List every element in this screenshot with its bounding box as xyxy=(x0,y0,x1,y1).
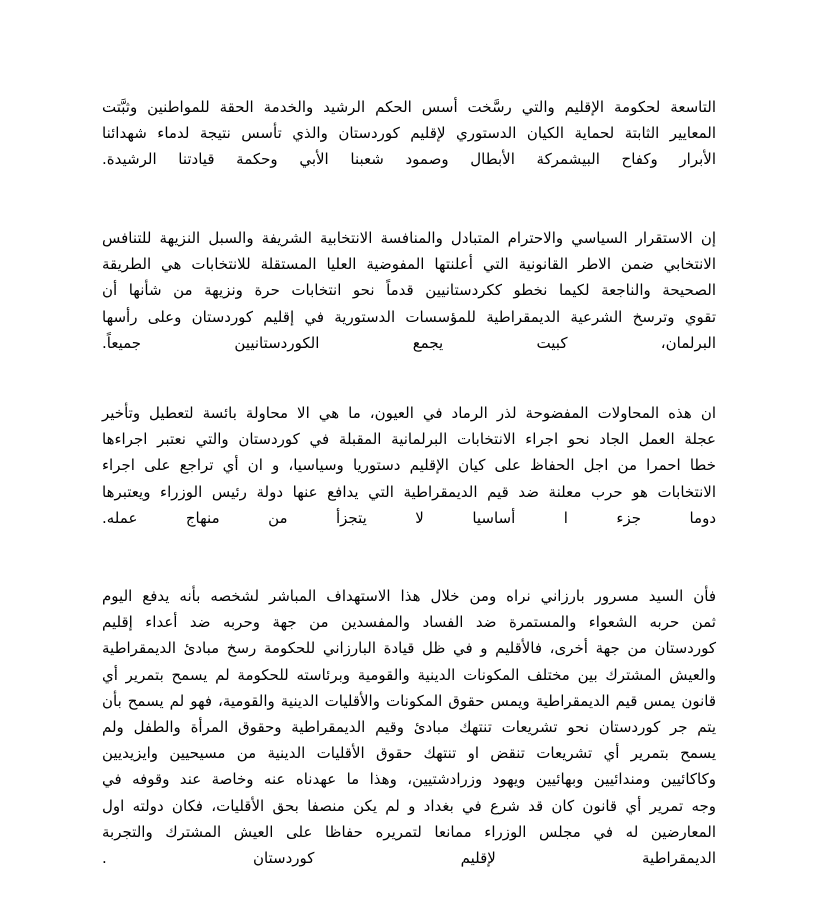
paragraph-line: يسمح بتمرير أي تشريعات تنقض او تنتهك حقوق الأقليات الدينية من مسيحيين وايزيديين xyxy=(102,744,716,763)
paragraph-line: قانون يمس قيم الديمقراطية ويمس حقوق المكونات والأقليات الدينية والقومية، فهو لم يسمح بأن xyxy=(102,691,716,710)
paragraph-line: والعيش المشترك بين مختلف المكونات الدينية والقومية وبرئاسته للحكومة لم يسمح بتمرير أي xyxy=(102,665,716,684)
paragraph-line: خطا احمرا من اجل الحفاظ على كيان الإقليم دستوريا وسياسيا، و ان أي تراجع على اجراء xyxy=(102,456,716,475)
paragraph-line: ثمن حربه الشعواء والمستمرة ضد الفساد والمفسدين من جهة وحربه ضد أعداء إقليم xyxy=(102,613,716,632)
paragraph-line: الانتخابي ضمن الاطر القانونية التي أعلنتها المفوضية العليا المستقلة للانتخابات هي الطريقة xyxy=(102,255,716,274)
paragraph-line: إن الاستقرار السياسي والاحترام المتبادل والمنافسة الانتخابية الشريفة والسبل النزيهة للتنافس xyxy=(102,229,716,247)
paragraph-line: كوردستان من جهة أخرى، فالأقليم و في ظل قيادة البارزاني للحكومة رسخ مبادئ الديمقراطية xyxy=(102,639,716,658)
paragraph-1 xyxy=(102,94,716,173)
paragraph-line: البرلمان، كبيت يجمع الكوردستانيين جميعاً. xyxy=(102,333,716,352)
paragraph-line: ان هذه المحاولات المفضوحة لذر الرماد في العيون، ما هي الا محاولة بائسة لتعطيل وتأخير xyxy=(102,404,716,422)
paragraph-line: وكاكائيين ومندائيين وبهائيين ويهود وزرادشتيين، وهذا ما عهدناه عنه وخاصة عند وقوفه في xyxy=(102,770,716,789)
paragraph-line: المعارضين له في مجلس الوزراء ممانعا لتمريره حفاظا على العيش المشترك والتجربة xyxy=(102,822,716,841)
paragraph-line: التاسعة لحكومة الإقليم والتي رسَّخت أسس الحكم الرشيد والخدمة الحقة للمواطنين وثبَّتت xyxy=(102,98,716,116)
paragraph-line: الصحيحة والناجعة لكيما نخطو ككردستانيين قدماً نحو انتخابات حرة ونزيهة من شأنها أن xyxy=(102,281,716,300)
paragraph-line: يتم جر كوردستان نحو تشريعات تنتهك مبادئ وقيم الديمقراطية وحقوق المرأة والطفل ولم xyxy=(102,718,716,737)
paragraph-line: دوما جزء ا أساسيا لا يتجزأ من منهاج عمله. xyxy=(102,508,716,527)
paragraph-line: الانتخابات هو حرب معلنة ضد قيم الديمقراطية التي يدافع عنها دولة رئيس الوزراء ويعتبرها xyxy=(102,482,716,501)
paragraph-3 xyxy=(102,400,716,531)
paragraph-line: فأن السيد مسرور بارزاني نراه ومن خلال هذا الاستهداف المباشر لشخصه بأنه يدفع اليوم xyxy=(102,587,716,605)
paragraph-4 xyxy=(102,583,716,871)
paragraph-line: تقوي وترسخ الشرعية الديمقراطية للمؤسسات الدستورية في إقليم كوردستان وعلى رأسها xyxy=(102,307,716,326)
paragraph-2 xyxy=(102,225,716,356)
paragraph-line: الديمقراطية لإقليم كوردستان . xyxy=(102,849,716,868)
paragraph-line: وجه تمرير أي قانون كان قد شرع في بغداد و لم يكن منصفا بحق الأقليات، فكان دولته اول xyxy=(102,796,716,815)
paragraph-line: المعايير الثابتة لحماية الكيان الدستوري لإقليم كوردستان والذي تأسس نتيجة لدماء شهدائنا xyxy=(102,124,716,143)
paragraph-line: عجلة العمل الجاد نحو اجراء الانتخابات البرلمانية المقبلة في كوردستان والتي نعتبر اجراءها xyxy=(102,430,716,449)
paragraph-line: الأبرار وكفاح البيشمركة الأبطال وصمود شعبنا الأبي وحكمة قيادتنا الرشيدة. xyxy=(102,150,716,169)
